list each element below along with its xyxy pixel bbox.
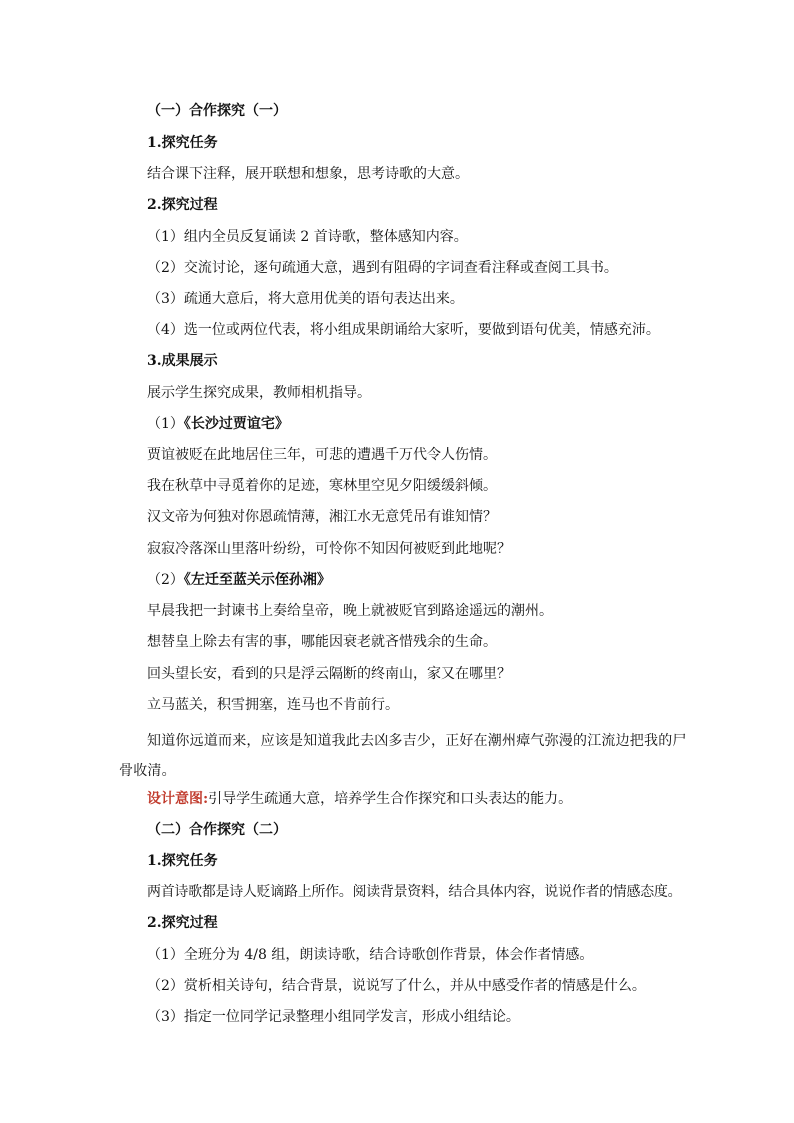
poem1-title: 《长沙过贾谊宅》 [183,416,289,432]
section2-process-title: 2.探究过程 [147,915,218,931]
poem2-line-1: 早晨我把一封谏书上奏给皇帝，晚上就被贬官到路途遥远的潮州。 [147,603,553,619]
design-intent [147,789,694,809]
section1-step-3: （3）疏通大意后，将大意用优美的语句表达出来。 [147,291,464,307]
section1-heading: （一）合作探究（一） [147,103,287,119]
poem2-line-3: 回头望长安，看到的只是浮云隔断的终南山，家又在哪里？ [147,666,511,682]
poem2-title: 《左迁至蓝关示侄孙湘》 [183,572,331,588]
section1-task-title: 1.探究任务 [147,135,218,151]
poem1-line-1: 贾谊被贬在此地居住三年，可悲的遭遇千万代令人伤情。 [147,447,497,463]
design-intent-text: 引导学生疏通大意，培养学生合作探究和口头表达的能力。 [208,791,573,807]
poem2-number: （2） [147,572,184,588]
poem2-heading [147,570,694,590]
section1-step-1: （1）组内全员反复诵读 2 首诗歌，整体感知内容。 [147,229,468,245]
section1-process-title: 2.探究过程 [147,197,218,213]
poem2-last-paragraph: 知道你远道而来，应该是知道我此去凶多吉少，正好在潮州瘴气弥漫的江流边把我的尸骨收清。 [119,733,687,779]
poem1-line-2: 我在秋草中寻觅着你的足迹，寒林里空见夕阳缓缓斜倾。 [147,478,497,494]
poem1-number: （1） [147,416,184,432]
section2-task-title: 1.探究任务 [147,853,218,869]
section1-task-text: 结合课下注释，展开联想和想象，思考诗歌的大意。 [147,166,469,182]
section1-result-text: 展示学生探究成果，教师相机指导。 [147,385,371,401]
poem2-line-2: 想替皇上除去有害的事，哪能因衰老就吝惜残余的生命。 [147,634,497,650]
section2-step-2: （2）赏析相关诗句，结合背景，说说写了什么，并从中感受作者的情感是什么。 [147,978,646,994]
section2-step-3: （3）指定一位同学记录整理小组同学发言，形成小组结论。 [147,1009,520,1025]
design-intent-label: 设计意图: [147,791,209,807]
section2-step-1: （1）全班分为 4/8 组，朗读诗歌，结合诗歌创作背景，体会作者情感。 [147,947,594,963]
poem1-line-4: 寂寂冷落深山里落叶纷纷，可怜你不知因何被贬到此地呢？ [147,541,511,557]
section1-step-2: （2）交流讨论，逐句疏通大意，遇到有阻碍的字词查看注释或查阅工具书。 [147,260,618,276]
poem2-line-4: 立马蓝关，积雪拥塞，连马也不肯前行。 [147,697,399,713]
section1-result-title: 3.成果展示 [147,353,218,369]
poem1-line-3: 汉文帝为何独对你恩疏情薄，湘江水无意凭吊有谁知情？ [147,509,497,525]
section2-task-text: 两首诗歌都是诗人贬谪路上所作。阅读背景资料，结合具体内容，说说作者的情感态度。 [147,884,682,900]
poem1-heading [147,414,694,434]
section2-heading: （二）合作探究（二） [147,822,287,838]
section1-step-4: （4）选一位或两位代表，将小组成果朗诵给大家听，要做到语句优美，情感充沛。 [147,322,660,338]
